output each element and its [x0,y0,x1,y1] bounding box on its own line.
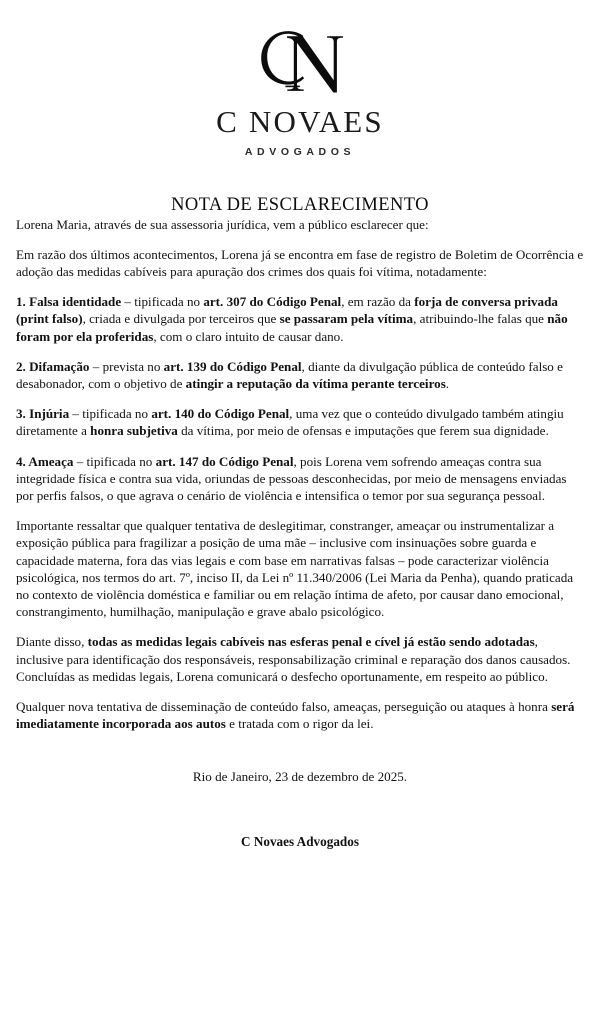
document-body [16,216,584,850]
paragraph-important: Importante ressaltar que qualquer tentativa de deslegitimar, constranger, ameaçar ou instrumentalizar a exposição pública para fragilizar a posição de uma mãe – inclusive com insinuações sobre guarda e capacidade materna, fora das vias legais e com base em narrativas falsas – pode caracterizar violência psicológica, nos termos do art. 7º, inciso II, da Lei nº 11.340/2006 (Lei Maria da Penha), quando praticada no contexto de violência doméstica e familiar ou em relação íntima de afeto, por causar dano emocional, constrangimento, humilhação, manipulação e grave abalo psicológico. [16,518,574,620]
list-item-1-falsa-identidade: 1. Falsa identidade – tipificada no art. 307 do Código Penal, em razão da forja de conversa privada (print falso), criada e divulgada por terceiros que se passaram pela vítima, atribuindo-lhe falas que não foram por ela proferidas, com o claro intuito de causar dano. [16,294,568,344]
signature-line: C Novaes Advogados [241,833,359,849]
paragraph-lead: Lorena Maria, através de sua assessoria jurídica, vem a público esclarecer que: [16,216,429,232]
paragraph-context: Em razão dos últimos acontecimentos, Lorena já se encontra em fase de registro de Boletim de Ocorrência e adoção das medidas cabíveis para apuração dos crimes dos quais foi vítima, notadamente: [16,246,584,279]
letterhead [0,0,600,158]
cn-monogram-icon [257,26,343,102]
place-and-date: Rio de Janeiro, 23 de dezembro de 2025. [192,769,408,785]
firm-subtitle: ADVOGADOS [244,145,356,158]
page-title: NOTA DE ESCLARECIMENTO [171,194,429,215]
list-item-3-injuria: 3. Injúria – tipificada no art. 140 do Código Penal, uma vez que o conteúdo divulgado também atingiu diretamente a honra subjetiva da vítima, por meio de ofensas e imputações que ferem sua dignidade. [16,406,564,439]
firm-wordmark: C NOVAES [216,104,384,139]
paragraph-measures: Diante disso, todas as medidas legais cabíveis nas esferas penal e cível já estão sendo adotadas, inclusive para identificação dos responsáveis, responsabilização criminal e reparação dos danos causados. Concluídas as medidas legais, Lorena comunicará o desfecho oportunamente, em respeito ao público. [16,634,571,684]
list-item-4-ameaca: 4. Ameaça – tipificada no art. 147 do Código Penal, pois Lorena vem sofrendo ameaças contra sua integridade física e contra sua vida, oriundas de pessoas desconhecidas, por meio de mensagens enviadas por perfis falsos, o que agrava o cenário de violência e intensifica o temor por sua segurança pessoal. [16,453,567,503]
list-item-2-difamacao: 2. Difamação – prevista no art. 139 do Código Penal, diante da divulgação pública de conteúdo falso e desabonador, com o objetivo de atingir a reputação da vítima perante terceiros. [16,358,563,391]
paragraph-warning: Qualquer nova tentativa de disseminação de conteúdo falso, ameaças, perseguição ou ataques à honra será imediatamente incorporada aos autos e tratada com o rigor da lei. [16,699,575,732]
